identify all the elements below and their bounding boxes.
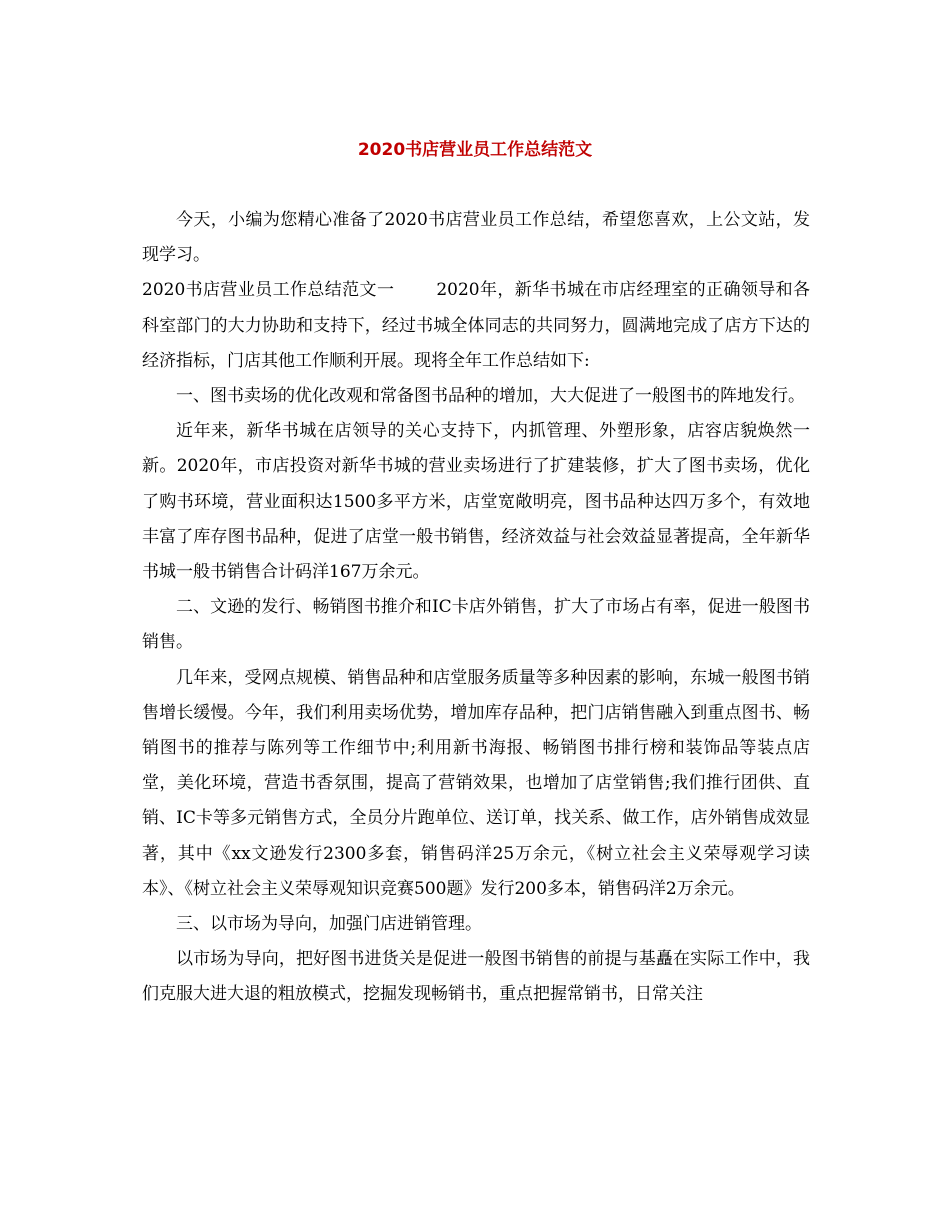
section-paragraph xyxy=(142,273,810,379)
point2-body: 几年来，受网点规模、销售品种和店堂服务质量等多种因素的影响，东城一般图书销售增长缓慢。今年，我们利用卖场优势，增加库存品种，把门店销售融入到重点图书、畅销图书的推荐与陈列等工作细节中;利用新书海报、畅销图书排行榜和装饰品等装点店堂，美化环境，营造书香氛围，提高了营销效果，也增加了店堂销售;我们推行团供、直销、IC卡等多元销售方式，全员分片跑单位、送订单，找关系、做工作，店外销售成效显著，其中《xx文逊发行2300多套，销售码洋25万余元，《树立社会主义荣辱观学习读本》、《树立社会主义荣辱观知识竞赛500题》发行200多本，销售码洋2万余元。 xyxy=(142,667,810,899)
point2-heading: 二、文逊的发行、畅销图书推介和IC卡店外销售，扩大了市场占有率，促进一般图书销售。 xyxy=(142,597,810,653)
point3-heading: 三、以市场为导向，加强门店进销管理。 xyxy=(176,914,482,935)
document-body xyxy=(142,203,810,1013)
section-intro: 2020年，新华书城在市店经理室的正确领导和各科室部门的大力协助和支持下，经过书城全体同志的共同努力，圆满地完成了店方下达的经济指标，门店其他工作顺利开展。现将全年工作总结如下: xyxy=(142,280,811,371)
point1-heading: 一、图书卖场的优化改观和常备图书品种的增加，大大促进了一般图书的阵地发行。 xyxy=(176,386,805,407)
document-title: 2020书店营业员工作总结范文 xyxy=(357,140,593,160)
point1-body: 近年来，新华书城在店领导的关心支持下，内抓管理、外塑形象，店容店貌焕然一新。2020年，市店投资对新华书城的营业卖场进行了扩建装修，扩大了图书卖场，优化了购书环境，营业面积达1500多平方米，店堂宽敞明亮，图书品种达四万多个，有效地丰富了库存图书品种，促进了店堂一般书销售，经济效益与社会效益显著提高，全年新华书城一般书销售合计码洋167万余元。 xyxy=(142,421,810,583)
section-heading: 2020书店营业员工作总结范文一 xyxy=(142,280,395,301)
point3-body: 以市场为导向，把好图书进货关是促进一般图书销售的前提与基矗在实际工作中，我们克服大进大退的粗放模式，挖掘发现畅销书，重点把握常销书，日常关注 xyxy=(142,949,810,1005)
intro-paragraph: 今天，小编为您精心准备了2020书店营业员工作总结，希望您喜欢，上公文站，发现学习。 xyxy=(142,210,810,266)
